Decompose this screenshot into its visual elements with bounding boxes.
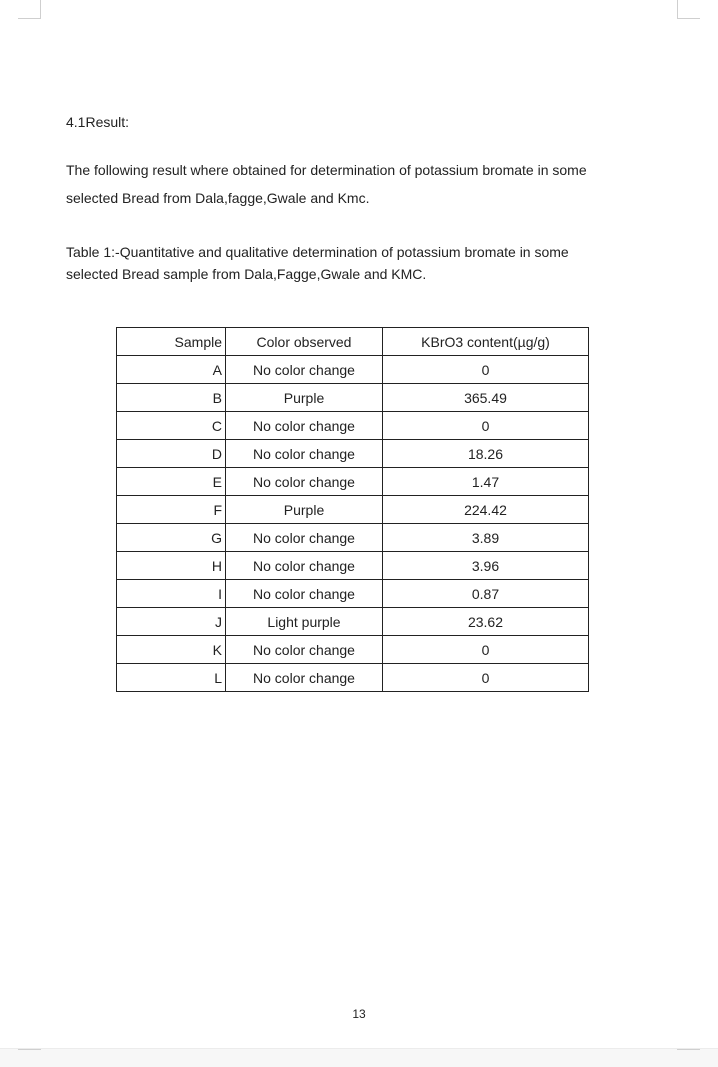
cell-sample: H	[117, 552, 226, 580]
table-row	[117, 664, 589, 692]
cell-sample: F	[117, 496, 226, 524]
cell-content: 224.42	[383, 496, 589, 524]
cell-content: 365.49	[383, 384, 589, 412]
results-table	[116, 327, 589, 692]
table-row	[117, 356, 589, 384]
cell-color: No color change	[226, 412, 383, 440]
cell-color: No color change	[226, 440, 383, 468]
crop-mark-top-right	[677, 0, 678, 18]
cell-sample: D	[117, 440, 226, 468]
crop-mark-bottom-left	[18, 1049, 41, 1050]
cell-content: 3.89	[383, 524, 589, 552]
cell-color: No color change	[226, 356, 383, 384]
cell-sample: K	[117, 636, 226, 664]
header-sample: Sample	[117, 328, 226, 356]
cell-content: 0	[383, 356, 589, 384]
header-kbro3-content: KBrO3 content(µg/g)	[383, 328, 589, 356]
section-heading: 4.1Result:	[66, 114, 130, 130]
cell-color: No color change	[226, 524, 383, 552]
table-row	[117, 468, 589, 496]
table-caption-line: selected Bread sample from Dala,Fagge,Gwale and KMC.	[66, 266, 427, 282]
crop-mark-top-right-horizontal	[677, 18, 700, 19]
table-row	[117, 608, 589, 636]
intro-paragraph	[66, 156, 666, 212]
crop-mark-top-left-horizontal	[18, 18, 41, 19]
cell-color: No color change	[226, 552, 383, 580]
crop-mark-top-left	[40, 0, 41, 18]
table-caption-line: Table 1:-Quantitative and qualitative determination of potassium bromate in some	[66, 244, 569, 260]
cell-sample: B	[117, 384, 226, 412]
cell-sample: I	[117, 580, 226, 608]
cell-content: 0	[383, 664, 589, 692]
cell-sample: L	[117, 664, 226, 692]
cell-content: 0	[383, 636, 589, 664]
crop-mark-bottom-right	[677, 1049, 700, 1050]
cell-content: 1.47	[383, 468, 589, 496]
cell-color: No color change	[226, 636, 383, 664]
cell-sample: C	[117, 412, 226, 440]
cell-color: Purple	[226, 496, 383, 524]
cell-sample: J	[117, 608, 226, 636]
table-caption	[66, 241, 666, 285]
cell-color: No color change	[226, 468, 383, 496]
cell-content: 23.62	[383, 608, 589, 636]
cell-content: 0.87	[383, 580, 589, 608]
cell-sample: G	[117, 524, 226, 552]
table-row	[117, 440, 589, 468]
cell-color: Purple	[226, 384, 383, 412]
cell-sample: A	[117, 356, 226, 384]
page-gap	[0, 1048, 718, 1067]
table-row	[117, 412, 589, 440]
intro-paragraph-line: The following result where obtained for determination of potassium bromate in some	[66, 162, 587, 178]
cell-sample: E	[117, 468, 226, 496]
cell-color: No color change	[226, 580, 383, 608]
cell-content: 0	[383, 412, 589, 440]
cell-color: No color change	[226, 664, 383, 692]
table-row	[117, 552, 589, 580]
header-color-observed: Color observed	[226, 328, 383, 356]
cell-content: 18.26	[383, 440, 589, 468]
cell-content: 3.96	[383, 552, 589, 580]
table-row	[117, 580, 589, 608]
table-row	[117, 496, 589, 524]
table-row	[117, 636, 589, 664]
table-header-row	[117, 328, 589, 356]
page-number: 13	[352, 1007, 366, 1021]
table-row	[117, 524, 589, 552]
table-row	[117, 384, 589, 412]
cell-color: Light purple	[226, 608, 383, 636]
intro-paragraph-line: selected Bread from Dala,fagge,Gwale and Kmc.	[66, 190, 370, 206]
